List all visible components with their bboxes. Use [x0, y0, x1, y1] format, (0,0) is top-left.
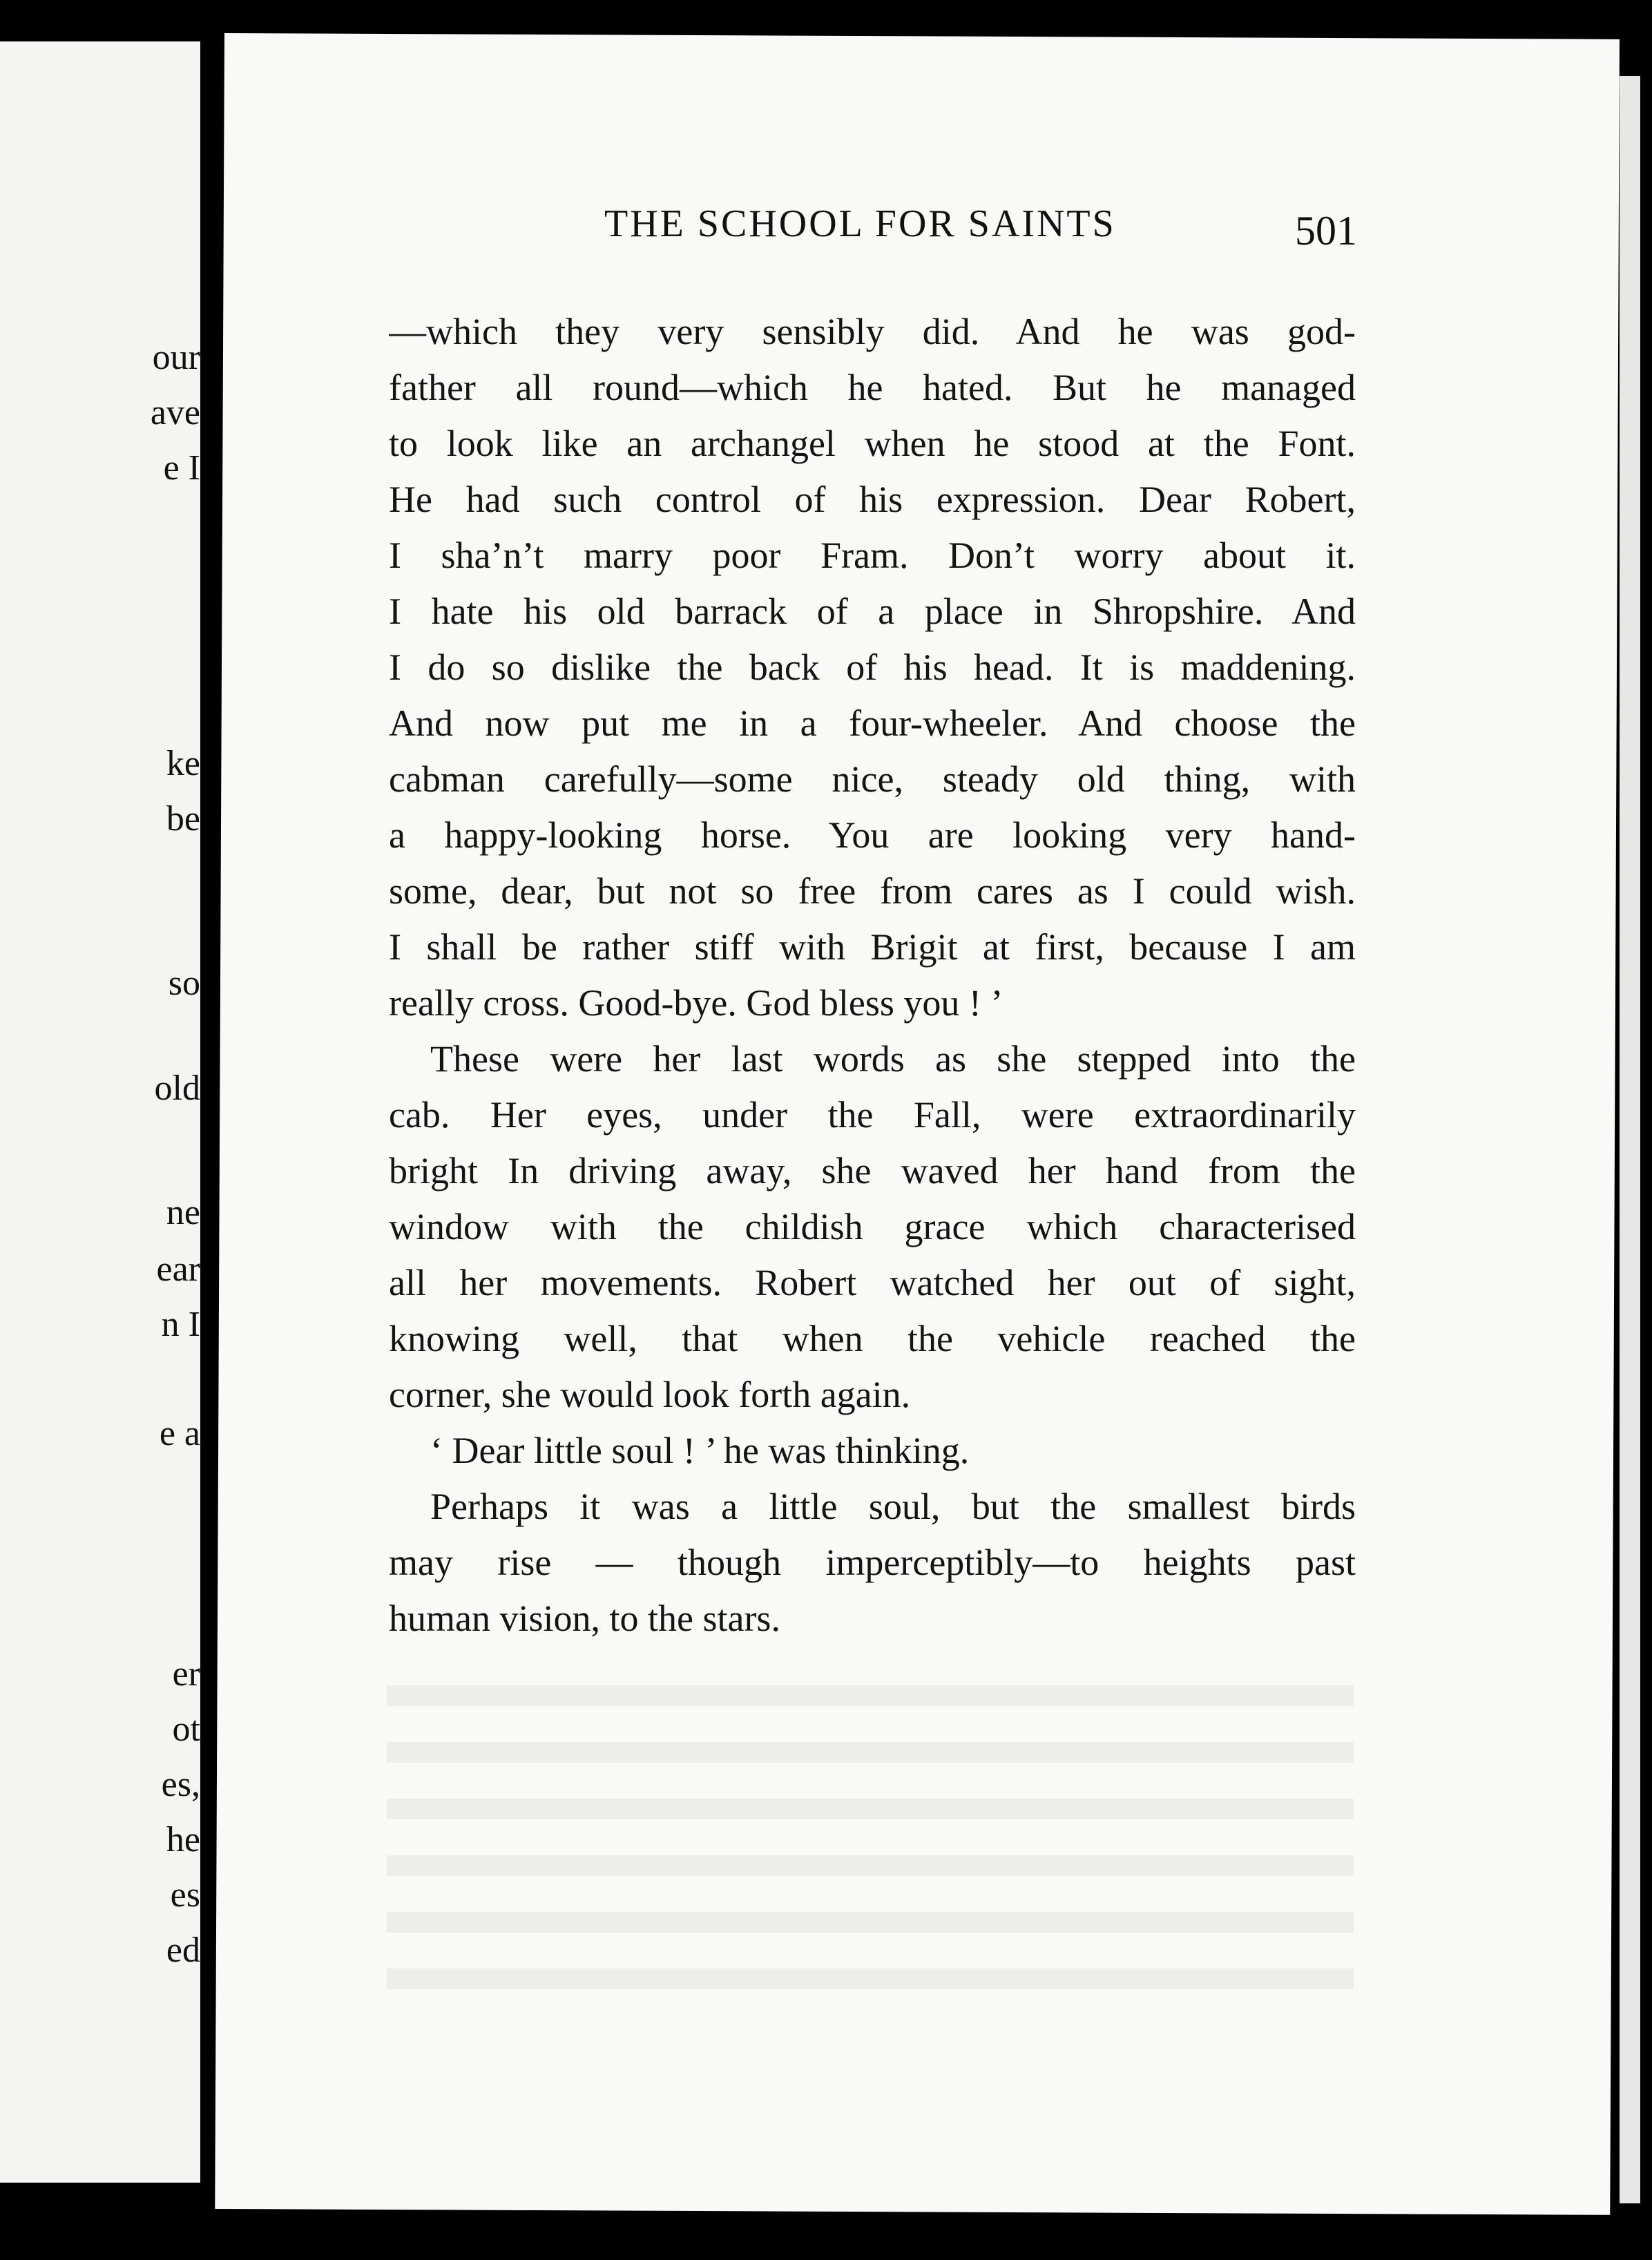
text-line: Perhaps it was a little soul, but the smallest birds [430, 1486, 1356, 1527]
text-line: bright In driving away, she waved her hand from the [389, 1150, 1356, 1191]
facing-page-fragment: ke [166, 744, 200, 783]
text-line: I hate his old barrack of a place in Shropshire. And [389, 591, 1356, 632]
facing-page-fragment: he [166, 1820, 200, 1859]
facing-page-fragment: old [154, 1069, 200, 1108]
facing-page-fragment: er [172, 1654, 200, 1694]
facing-page-fragment: e a [159, 1414, 200, 1453]
page-number: 501 [1295, 208, 1357, 253]
facing-page-fragment: be [166, 799, 200, 839]
facing-page-fragment: n I [161, 1305, 200, 1344]
text-line: —which they very sensibly did. And he was god- [389, 311, 1356, 352]
facing-page-fragment: ot [172, 1710, 200, 1749]
text-line: I sha’n’t marry poor Fram. Don’t worry about it. [389, 535, 1356, 576]
facing-page-fragment: our [152, 338, 200, 377]
facing-page-fragment: so [168, 964, 200, 1003]
text-line: cabman carefully—some nice, steady old thing, with [389, 758, 1356, 800]
running-head [376, 174, 1357, 257]
text-line: cab. Her eyes, under the Fall, were extraordinarily [389, 1094, 1356, 1136]
running-head-title: THE SCHOOL FOR SAINTS [604, 202, 1116, 245]
facing-page-fragment: ed [166, 1931, 200, 1970]
text-line: a happy-looking horse. You are looking very hand- [389, 814, 1356, 856]
text-line: These were her last words as she stepped into the [430, 1038, 1356, 1080]
facing-page-fragment: ear [156, 1249, 200, 1289]
text-line: corner, she would look forth again. [389, 1374, 911, 1415]
facing-page-fragment: ne [166, 1193, 200, 1232]
text-line: really cross. Good-bye. God bless you ! ’ [389, 982, 1003, 1024]
text-line: And now put me in a four-wheeler. And choose the [389, 702, 1356, 744]
text-line: window with the childish grace which characterised [389, 1206, 1356, 1247]
body-text [389, 304, 1356, 1647]
reverse-side-show-through [387, 1658, 1354, 2017]
facing-page-fragment: es, [161, 1765, 200, 1804]
facing-page-left [0, 41, 200, 2183]
facing-page-fragment: es [170, 1875, 200, 1915]
text-line: I do so dislike the back of his head. It is maddening. [389, 647, 1356, 688]
facing-page-fragment: ave [150, 393, 200, 432]
text-line: He had such control of his expression. Dear Robert, [389, 479, 1356, 520]
text-line: I shall be rather stiff with Brigit at first, because I am [389, 926, 1356, 968]
text-line: knowing well, that when the vehicle reached the [389, 1318, 1356, 1359]
text-line: may rise — though imperceptibly—to heights past [389, 1542, 1356, 1583]
text-line: ‘ Dear little soul ! ’ he was thinking. [430, 1430, 970, 1471]
page-edge [1620, 76, 1640, 2203]
text-line: human vision, to the stars. [389, 1598, 780, 1639]
text-line: to look like an archangel when he stood at the Font. [389, 423, 1356, 464]
text-line: all her movements. Robert watched her out of sight, [389, 1262, 1356, 1303]
facing-page-fragment: e I [163, 448, 200, 488]
text-line: father all round—which he hated. But he managed [389, 367, 1356, 408]
text-line: some, dear, but not so free from cares as I could wish. [389, 870, 1356, 912]
